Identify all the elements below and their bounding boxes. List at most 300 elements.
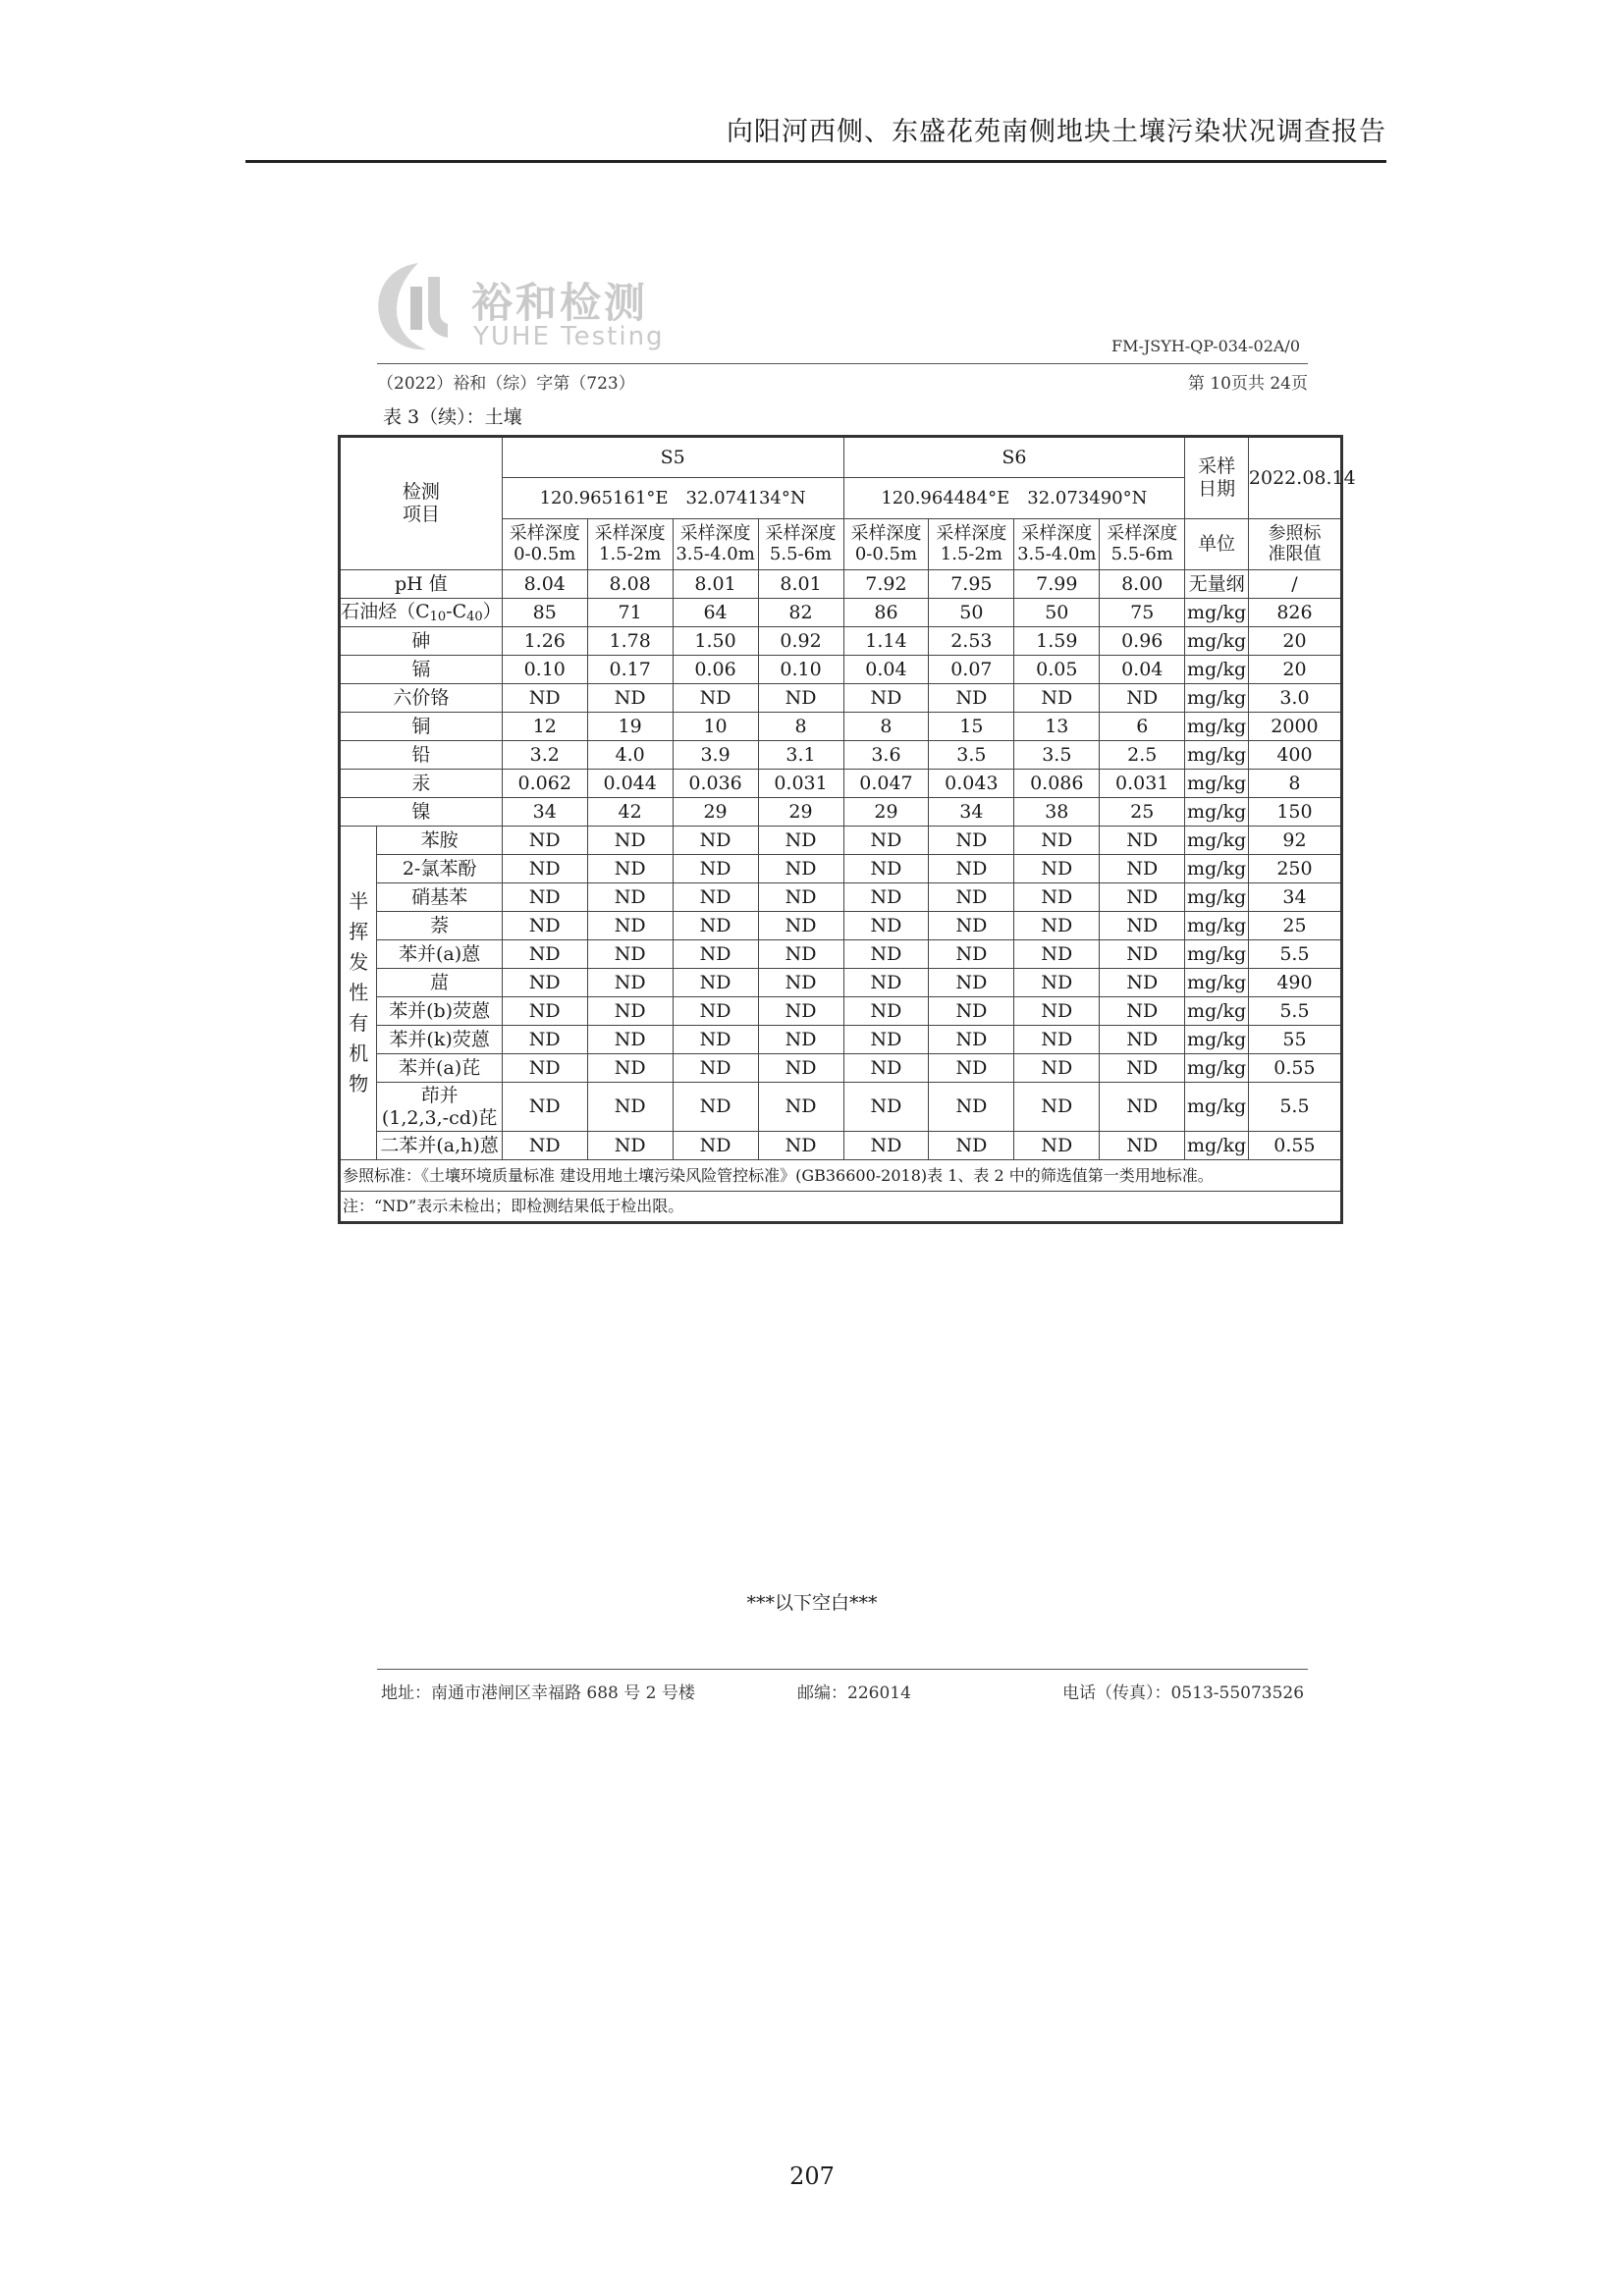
value-cell: 1.14 [843,627,929,656]
value-cell: 3.2 [502,741,587,770]
value-cell: ND [1014,827,1100,855]
nd-note: 注：“ND”表示未检出；即检测结果低于检出限。 [340,1192,1342,1223]
value-cell: ND [587,940,673,969]
limit-cell: 34 [1248,883,1341,912]
unit-cell: mg/kg [1185,1132,1249,1160]
table-row [340,997,1342,1026]
value-cell: ND [843,1132,929,1160]
value-cell: ND [1100,883,1185,912]
analyte-name: 汞 [340,770,503,798]
value-cell: 29 [758,798,843,827]
value-cell: ND [929,997,1014,1026]
reference-note-row [340,1160,1342,1192]
logo-text-cn: 裕和检测 [471,279,649,327]
value-cell: ND [1014,997,1100,1026]
value-cell: ND [929,827,1014,855]
value-cell: 0.043 [929,770,1014,798]
depth-header [587,519,673,570]
value-cell: ND [929,1132,1014,1160]
value-cell: ND [502,1132,587,1160]
value-cell: ND [758,997,843,1026]
value-cell: 0.086 [1014,770,1100,798]
value-cell: ND [502,1083,587,1132]
limit-cell: 400 [1248,741,1341,770]
table-row [340,798,1342,827]
value-cell: ND [587,997,673,1026]
analyte-name: 砷 [340,627,503,656]
reference-limit-label [1248,519,1341,570]
yuhe-logo-icon [371,257,460,355]
blank-marker: ***以下空白*** [746,1592,878,1614]
unit-cell: mg/kg [1185,1054,1249,1083]
footer-postcode: 邮编：226014 [797,1683,911,1703]
value-cell: ND [758,827,843,855]
value-cell: ND [587,883,673,912]
analyte-name [377,1083,502,1132]
limit-cell: 2000 [1248,713,1341,741]
analyte-name: 铜 [340,713,503,741]
value-cell: 85 [502,599,587,627]
analyte-name: 苯并(a)芘 [377,1054,502,1083]
unit-cell: mg/kg [1185,599,1249,627]
analyte-name: 萘 [377,912,502,940]
value-cell: ND [673,684,758,713]
table-row [340,684,1342,713]
value-cell: ND [673,1132,758,1160]
table-row [340,713,1342,741]
unit-cell: mg/kg [1185,912,1249,940]
value-cell: 0.92 [758,627,843,656]
table-row [340,1026,1342,1054]
value-cell: ND [1100,940,1185,969]
depth-header [843,519,929,570]
table-row [340,883,1342,912]
limit-cell: 490 [1248,969,1341,997]
analyte-name: 苯并(k)荧蒽 [377,1026,502,1054]
value-cell: ND [1014,1026,1100,1054]
table-row [340,656,1342,684]
limit-cell: 5.5 [1248,940,1341,969]
limit-cell: 826 [1248,599,1341,627]
analyte-name-part: -C [446,600,467,622]
limit-cell: 20 [1248,627,1341,656]
value-cell: 3.6 [843,741,929,770]
reference-limit-label-1: 参照标 [1268,522,1322,544]
unit-cell: mg/kg [1185,940,1249,969]
value-cell: ND [1014,969,1100,997]
value-cell: ND [673,1026,758,1054]
analyte-subscript: 40 [466,609,483,624]
value-cell: ND [502,940,587,969]
table-row [340,570,1342,599]
value-cell: 12 [502,713,587,741]
value-cell: 0.031 [758,770,843,798]
table-row [340,1083,1342,1132]
reference-limit-label-2: 准限值 [1268,543,1322,564]
value-cell: ND [758,855,843,883]
table-row [340,599,1342,627]
report-number: （2022）裕和（综）字第（723） [377,374,635,394]
limit-cell: 25 [1248,912,1341,940]
value-cell: ND [1014,883,1100,912]
value-cell: ND [502,1026,587,1054]
value-cell: ND [929,883,1014,912]
value-cell: ND [587,1083,673,1132]
value-cell: ND [758,912,843,940]
table-row [340,741,1342,770]
table-row [340,855,1342,883]
value-cell: 0.062 [502,770,587,798]
limit-cell: 250 [1248,855,1341,883]
value-cell: ND [843,684,929,713]
value-cell: ND [843,1083,929,1132]
value-cell: 29 [843,798,929,827]
value-cell: ND [673,827,758,855]
value-cell: ND [929,940,1014,969]
value-cell: 50 [1014,599,1100,627]
site-s5-coord: 120.965161°E 32.074134°N [502,478,843,519]
value-cell: ND [1014,1054,1100,1083]
value-cell: ND [758,883,843,912]
analyte-name [340,599,503,627]
depth-range: 0-0.5m [854,543,918,564]
value-cell: ND [1100,1026,1185,1054]
item-header-line-1: 检测 [402,481,440,504]
svoc-group-char: 发 [349,950,369,974]
value-cell: 0.044 [587,770,673,798]
value-cell: 19 [587,713,673,741]
value-cell: 0.031 [1100,770,1185,798]
value-cell: 8.08 [587,570,673,599]
value-cell: 3.9 [673,741,758,770]
nd-note-row [340,1192,1342,1223]
value-cell: ND [502,684,587,713]
value-cell: ND [843,912,929,940]
depth-header [758,519,843,570]
unit-cell: mg/kg [1185,798,1249,827]
table-row [340,770,1342,798]
value-cell: ND [929,1083,1014,1132]
analyte-name: 镍 [340,798,503,827]
value-cell: 3.1 [758,741,843,770]
value-cell: ND [929,684,1014,713]
value-cell: ND [673,997,758,1026]
site-s6-coord: 120.964484°E 32.073490°N [843,478,1185,519]
value-cell: ND [1100,684,1185,713]
table-row [340,969,1342,997]
value-cell: ND [673,855,758,883]
value-cell: 0.04 [843,656,929,684]
value-cell: ND [758,1083,843,1132]
item-header [340,437,503,570]
value-cell: ND [1100,1054,1185,1083]
value-cell: ND [758,1054,843,1083]
value-cell: 34 [929,798,1014,827]
value-cell: ND [502,997,587,1026]
value-cell: ND [1100,969,1185,997]
value-cell: ND [1100,1083,1185,1132]
depth-header [1100,519,1185,570]
value-cell: 86 [843,599,929,627]
reference-note: 参照标准：《土壤环境质量标准 建设用地土壤污染风险管控标准》(GB36600-2018)表 1、表 2 中的筛选值第一类用地标准。 [340,1160,1342,1192]
value-cell: ND [587,1026,673,1054]
depth-label: 采样深度 [765,522,837,544]
unit-cell: mg/kg [1185,741,1249,770]
depth-label: 采样深度 [850,522,922,544]
value-cell: 10 [673,713,758,741]
analyte-subscript: 10 [429,609,447,624]
value-cell: 1.26 [502,627,587,656]
depth-label: 采样深度 [936,522,1007,544]
value-cell: 8.00 [1100,570,1185,599]
value-cell: 0.07 [929,656,1014,684]
value-cell: 82 [758,599,843,627]
value-cell: 3.5 [1014,741,1100,770]
analyte-name-line-1: 茚并 [420,1084,459,1106]
analyte-name: 苯并(a)蒽 [377,940,502,969]
value-cell: 7.92 [843,570,929,599]
page-number: 207 [789,2163,835,2190]
analyte-name-line-2: (1,2,3,-cd)芘 [381,1106,498,1129]
value-cell: ND [1014,1083,1100,1132]
value-cell: 8 [843,713,929,741]
value-cell: 8.04 [502,570,587,599]
value-cell: 1.50 [673,627,758,656]
svoc-group-char: 性 [349,981,369,1004]
value-cell: ND [758,940,843,969]
analyte-name-part: ） [482,600,502,622]
value-cell: ND [843,1026,929,1054]
page-info: 第 10页共 24页 [1187,374,1308,394]
unit-cell: mg/kg [1185,684,1249,713]
value-cell: ND [843,827,929,855]
svoc-group-char: 有 [349,1011,369,1035]
value-cell: 42 [587,798,673,827]
table-row [340,1132,1342,1160]
value-cell: 2.5 [1100,741,1185,770]
site-s5-name: S5 [502,437,843,478]
value-cell: 13 [1014,713,1100,741]
unit-cell: mg/kg [1185,1026,1249,1054]
value-cell: ND [843,940,929,969]
analyte-name: 2-氯苯酚 [377,855,502,883]
item-header-line-2: 项目 [402,504,440,525]
value-cell: ND [929,1026,1014,1054]
depth-range: 3.5-4.0m [676,543,755,564]
depth-range: 3.5-4.0m [1017,543,1097,564]
value-cell: ND [587,969,673,997]
value-cell: ND [1100,997,1185,1026]
value-cell: ND [758,969,843,997]
value-cell: 0.10 [758,656,843,684]
depth-header [1014,519,1100,570]
value-cell: ND [1014,855,1100,883]
value-cell: ND [758,1026,843,1054]
value-cell: 0.10 [502,656,587,684]
table-caption: 表 3（续）：土壤 [383,406,522,428]
logo-text-en: YUHE Testing [473,322,665,351]
company-logo [371,257,666,365]
value-cell: ND [1100,1132,1185,1160]
value-cell: 38 [1014,798,1100,827]
value-cell: 0.04 [1100,656,1185,684]
value-cell: ND [587,827,673,855]
value-cell: 0.17 [587,656,673,684]
depth-header [502,519,587,570]
analyte-name: 镉 [340,656,503,684]
unit-cell: 无量纲 [1185,570,1249,599]
value-cell: ND [587,912,673,940]
value-cell: ND [929,912,1014,940]
value-cell: 0.047 [843,770,929,798]
value-cell: 0.05 [1014,656,1100,684]
value-cell: ND [758,684,843,713]
value-cell: ND [843,1054,929,1083]
value-cell: ND [587,1054,673,1083]
depth-range: 5.5-6m [1110,543,1173,564]
depth-header [929,519,1014,570]
limit-cell: 92 [1248,827,1341,855]
value-cell: 8.01 [673,570,758,599]
analyte-name: 二苯并(a,h)蒽 [377,1132,502,1160]
value-cell: 2.53 [929,627,1014,656]
depth-range: 5.5-6m [769,543,833,564]
value-cell: ND [843,883,929,912]
unit-cell: mg/kg [1185,1083,1249,1132]
table-row [340,1054,1342,1083]
value-cell: ND [673,883,758,912]
value-cell: 4.0 [587,741,673,770]
value-cell: ND [673,940,758,969]
limit-cell: / [1248,570,1341,599]
value-cell: ND [673,1054,758,1083]
depth-label: 采样深度 [679,522,751,544]
unit-cell: mg/kg [1185,713,1249,741]
value-cell: ND [1014,1132,1100,1160]
value-cell: ND [587,855,673,883]
value-cell: ND [843,997,929,1026]
unit-cell: mg/kg [1185,770,1249,798]
table-row [340,940,1342,969]
value-cell: ND [929,855,1014,883]
value-cell: ND [1014,912,1100,940]
value-cell: 6 [1100,713,1185,741]
table-row [340,912,1342,940]
limit-cell: 0.55 [1248,1132,1341,1160]
depth-label: 采样深度 [1107,522,1178,544]
value-cell: ND [843,855,929,883]
value-cell: 71 [587,599,673,627]
unit-cell: mg/kg [1185,827,1249,855]
value-cell: ND [587,684,673,713]
value-cell: ND [502,1054,587,1083]
value-cell: ND [843,969,929,997]
limit-cell: 20 [1248,656,1341,684]
value-cell: 0.036 [673,770,758,798]
footer-divider [377,1669,1308,1670]
value-cell: 8 [758,713,843,741]
value-cell: ND [673,912,758,940]
svoc-group-char: 机 [349,1041,369,1065]
analyte-name: 苯胺 [377,827,502,855]
value-cell: 1.78 [587,627,673,656]
svoc-group-char: 挥 [349,920,369,943]
analyte-name: 六价铬 [340,684,503,713]
analyte-name: 硝基苯 [377,883,502,912]
svoc-group-label [340,827,377,1160]
report-meta-row [377,363,1308,394]
sampling-date-label [1185,437,1249,519]
value-cell: ND [502,883,587,912]
value-cell: ND [587,1132,673,1160]
limit-cell: 150 [1248,798,1341,827]
limit-cell: 8 [1248,770,1341,798]
value-cell: 15 [929,713,1014,741]
footer-address: 地址：南通市港闸区幸福路 688 号 2 号楼 [381,1683,695,1703]
depth-range: 1.5-2m [599,543,662,564]
value-cell: ND [1100,855,1185,883]
form-code: FM-JSYH-QP-034-02A/0 [1110,337,1300,355]
value-cell: 25 [1100,798,1185,827]
limit-cell: 0.55 [1248,1054,1341,1083]
limit-cell: 3.0 [1248,684,1341,713]
value-cell: 64 [673,599,758,627]
depth-label: 采样深度 [509,522,580,544]
analyte-name: 铅 [340,741,503,770]
unit-label: 单位 [1185,519,1249,570]
unit-cell: mg/kg [1185,656,1249,684]
unit-cell: mg/kg [1185,627,1249,656]
value-cell: ND [502,912,587,940]
value-cell: ND [1014,684,1100,713]
value-cell: ND [673,969,758,997]
depth-label: 采样深度 [1021,522,1093,544]
value-cell: 7.95 [929,570,1014,599]
analyte-name-part: 石油烃（C [341,600,430,622]
table-row [340,827,1342,855]
value-cell: ND [929,969,1014,997]
limit-cell: 5.5 [1248,1083,1341,1132]
value-cell: 0.96 [1100,627,1185,656]
depth-range: 0-0.5m [514,543,576,564]
limit-cell: 55 [1248,1026,1341,1054]
value-cell: ND [1100,912,1185,940]
value-cell: 7.99 [1014,570,1100,599]
sampling-date: 2022.08.14 [1248,437,1341,519]
unit-cell: mg/kg [1185,997,1249,1026]
unit-cell: mg/kg [1185,969,1249,997]
value-cell: ND [502,855,587,883]
value-cell: 8.01 [758,570,843,599]
value-cell: ND [502,827,587,855]
analyte-name: pH 值 [340,570,503,599]
depth-range: 1.5-2m [940,543,1002,564]
value-cell: 3.5 [929,741,1014,770]
value-cell: ND [502,969,587,997]
value-cell: 0.06 [673,656,758,684]
soil-results-table [338,435,1356,1224]
analyte-name: 䓛 [377,969,502,997]
sampling-date-label-2: 日期 [1198,478,1236,500]
value-cell: 29 [673,798,758,827]
analyte-name: 苯并(b)荧蒽 [377,997,502,1026]
site-s6-name: S6 [843,437,1185,478]
table-row [340,627,1342,656]
limit-cell: 5.5 [1248,997,1341,1026]
value-cell: 1.59 [1014,627,1100,656]
report-header: 向阳河西侧、东盛花苑南侧地块土壤污染状况调查报告 [245,110,1386,163]
value-cell: ND [929,1054,1014,1083]
